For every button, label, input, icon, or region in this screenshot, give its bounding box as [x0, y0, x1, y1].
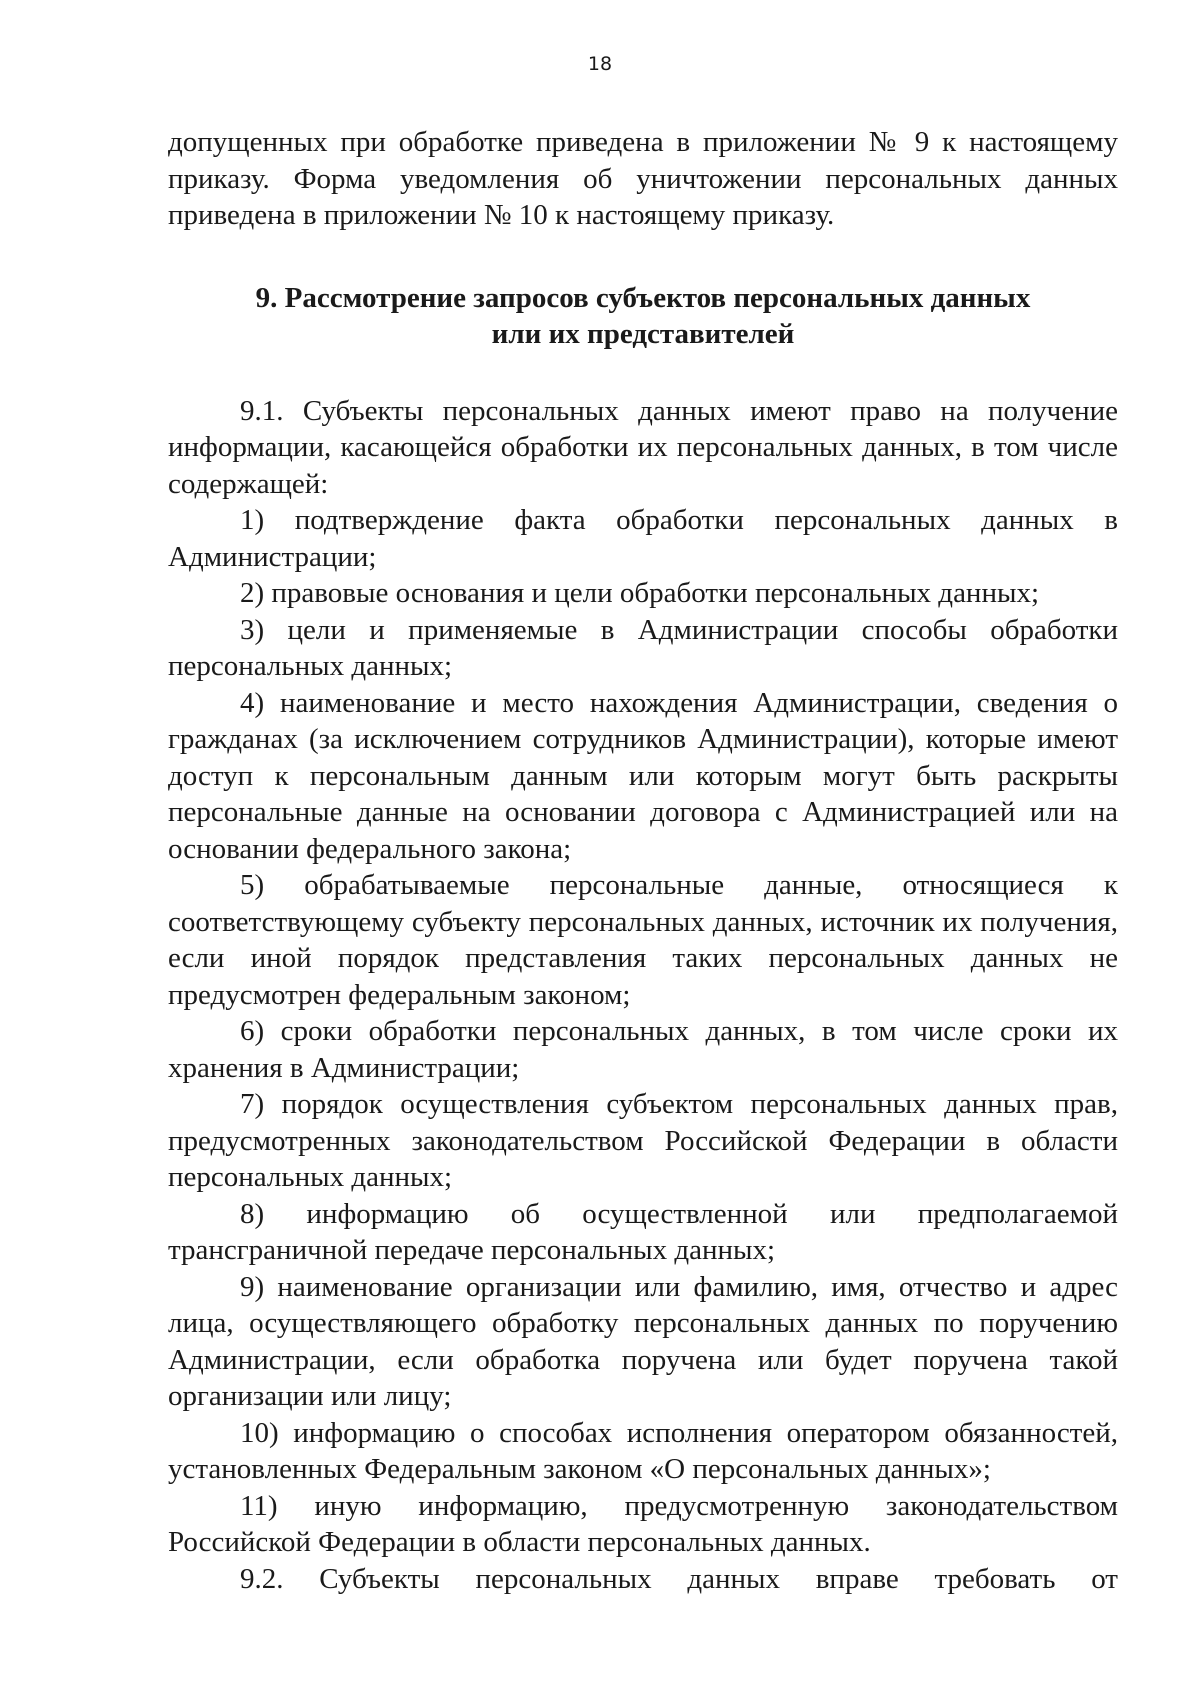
list-item-1: 1) подтверждение факта обработки персональных данных в Администрации;	[168, 504, 1118, 573]
section-heading-line-1: 9. Рассмотрение запросов субъектов персональных данных	[255, 281, 1031, 314]
section-heading	[168, 280, 1118, 353]
paragraph-9-1: 9.1. Субъекты персональных данных имеют право на получение информации, касающейся обработки их персональных данных, в том числе содержащей:	[168, 394, 1118, 500]
paragraph-9-2: 9.2. Субъекты персональных данных вправе требовать от	[240, 1562, 1118, 1595]
list-item-7: 7) порядок осуществления субъектом персональных данных прав, предусмотренных законодательством Российской Федерации в области персональных данных;	[168, 1088, 1118, 1193]
list-item-9: 9) наименование организации или фамилию, имя, отчество и адрес лица, осуществляющего обработку персональных данных по поручению Администрации, если обработка поручена или будет поручена такой организации или лицу;	[168, 1270, 1118, 1412]
list-item-11: 11) иную информацию, предусмотренную законодательством Российской Федерации в области персональных данных.	[168, 1489, 1118, 1558]
list-item-8: 8) информацию об осуществленной или предполагаемой трансграничной передаче персональных данных;	[168, 1197, 1118, 1266]
list-item-6: 6) сроки обработки персональных данных, в том числе сроки их хранения в Администрации;	[168, 1015, 1118, 1084]
list-item-10: 10) информацию о способах исполнения оператором обязанностей, установленных Федеральным законом «О персональных данных»;	[168, 1416, 1118, 1485]
intro-paragraph: допущенных при обработке приведена в приложении № 9 к настоящему приказу. Форма уведомления об уничтожении персональных данных приведена в приложении № 10 к настоящему приказу.	[168, 126, 1118, 231]
list-item-2: 2) правовые основания и цели обработки персональных данных;	[240, 577, 1040, 609]
list-item-4: 4) наименование и место нахождения Администрации, сведения о гражданах (за исключением сотрудников Администрации), которые имеют доступ к персональным данным или которым могут быть раскрыты персональные данные на основании договора с Администрацией или на основании федерального закона;	[168, 686, 1118, 865]
list-item-3: 3) цели и применяемые в Администрации способы обработки персональных данных;	[168, 613, 1118, 682]
section-heading-line-2: или их представителей	[491, 318, 795, 350]
list-item-5: 5) обрабатываемые персональные данные, относящиеся к соответствующему субъекту персональных данных, источник их получения, если иной порядок представления таких персональных данных не предусмотрен федеральным законом;	[168, 869, 1118, 1011]
page-number: 18	[587, 53, 613, 75]
document-body	[168, 124, 1118, 1597]
